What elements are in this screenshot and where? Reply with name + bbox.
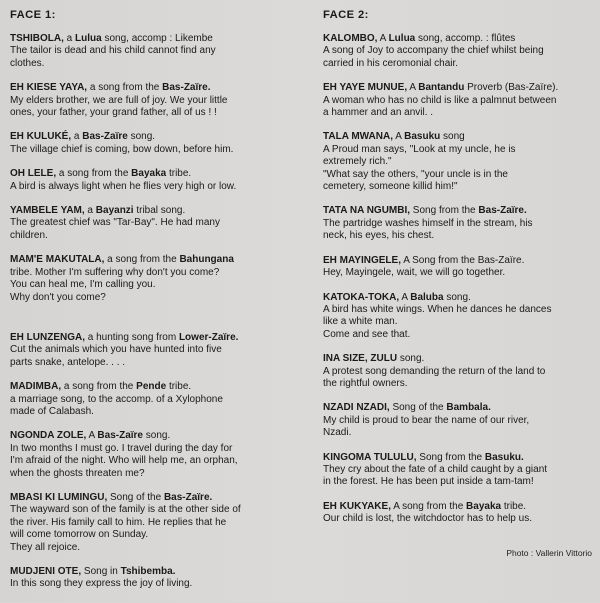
description-line: The greatest chief was "Tar-Bay". He had many bbox=[10, 217, 220, 229]
track-tribe: Bayaka bbox=[466, 500, 502, 512]
track-title: MBASI KI LUMINGU, bbox=[10, 491, 108, 503]
track-title: EH KULUKÉ, bbox=[10, 131, 72, 143]
track-entry bbox=[10, 566, 295, 591]
track-entry bbox=[10, 492, 295, 554]
description-line: The village chief is coming, bow down, before him. bbox=[10, 143, 234, 155]
track-origin-text: a song from the bbox=[87, 82, 163, 94]
track-entry bbox=[10, 82, 295, 119]
track-tribe: Bas-Zaïre bbox=[82, 131, 128, 143]
track-entry bbox=[323, 82, 595, 119]
track-title: EH KIESE YAYA, bbox=[10, 82, 88, 94]
track-origin-suffix: song. bbox=[143, 430, 171, 442]
description-line: A bird is always light when he flies very high or low. bbox=[10, 180, 237, 192]
track-title: TALA MWANA, bbox=[323, 131, 393, 143]
description-line: Come and see that. bbox=[323, 328, 411, 340]
track-title: MUDJENI OTE, bbox=[10, 566, 82, 577]
track-heading bbox=[323, 402, 595, 414]
track-title: MAM'E MAKUTALA, bbox=[10, 254, 105, 266]
description-line: I'm afraid of the night. Who will help me, an orphan, bbox=[10, 455, 238, 467]
track-entry bbox=[10, 430, 295, 480]
track-origin-text: A bbox=[393, 131, 405, 143]
track-entry bbox=[323, 292, 595, 342]
track-description bbox=[10, 394, 295, 419]
description-line: They cry about the fate of a child caught by a giant bbox=[323, 463, 548, 475]
description-line: In this song they express the joy of living. bbox=[10, 578, 193, 590]
description-line: "What say the others, "your uncle is in the bbox=[323, 168, 508, 180]
description-line: like a white man. bbox=[323, 316, 398, 328]
track-origin-suffix: song. bbox=[443, 291, 471, 303]
track-heading bbox=[10, 82, 295, 94]
track-entry bbox=[323, 205, 595, 242]
track-entry bbox=[323, 353, 595, 390]
track-origin-text: a bbox=[71, 131, 83, 143]
track-entry bbox=[323, 255, 595, 280]
track-title: NGONDA ZOLE, bbox=[10, 430, 87, 442]
track-heading bbox=[10, 168, 295, 180]
track-origin-suffix: song bbox=[440, 131, 465, 143]
track-description bbox=[323, 218, 595, 243]
description-line: neck, his eyes, his chest. bbox=[323, 230, 435, 242]
description-line: the river. His family call to him. He replies that he bbox=[10, 516, 227, 528]
track-origin-text: a bbox=[63, 33, 76, 44]
track-heading bbox=[323, 255, 595, 267]
track-title: EH YAYE MUNUE, bbox=[323, 82, 408, 94]
track-tribe: Bas-Zaïre. bbox=[163, 491, 213, 503]
track-origin-suffix: song. bbox=[127, 131, 156, 143]
track-tribe: Baluba bbox=[410, 291, 444, 303]
track-description bbox=[10, 45, 295, 70]
track-entry bbox=[323, 33, 595, 70]
track-description bbox=[10, 217, 295, 242]
track-heading bbox=[10, 254, 295, 266]
track-title: KATOKA-TOKA, bbox=[323, 291, 400, 303]
track-origin-text: A bbox=[377, 33, 389, 44]
track-origin-text: A song from the bbox=[390, 500, 467, 512]
track-tribe: Tshibemba. bbox=[120, 566, 176, 577]
description-line: A bird has white wings. When he dances he dances bbox=[323, 303, 552, 315]
track-origin-suffix: tribal song. bbox=[133, 205, 186, 217]
face-1-title: FACE 1: bbox=[10, 9, 56, 21]
description-line: A protest song demanding the return of the land to bbox=[323, 365, 546, 377]
description-line: ones, your father, your grand father, all of us ! ! bbox=[10, 107, 217, 119]
track-origin-text: a song from the bbox=[56, 168, 132, 180]
track-tribe: Lulua bbox=[388, 33, 416, 44]
track-title: TATA NA NGUMBI, bbox=[323, 205, 411, 217]
track-description bbox=[10, 181, 295, 193]
track-entry bbox=[323, 402, 595, 439]
description-line: a hammer and an anvil. . bbox=[323, 107, 434, 119]
track-tribe: Basuku bbox=[404, 131, 441, 143]
track-title: EH KUKYAKE, bbox=[323, 500, 391, 512]
track-title: NZADI NZADI, bbox=[323, 402, 390, 414]
track-title: EH LUNZENGA, bbox=[10, 331, 85, 343]
track-entry bbox=[10, 381, 295, 418]
track-heading bbox=[323, 452, 595, 464]
track-origin-text: Song in bbox=[81, 566, 121, 577]
description-line: The partridge washes himself in the stream, his bbox=[323, 217, 533, 229]
track-heading bbox=[10, 430, 295, 442]
description-line: A woman who has no child is like a palmnut between bbox=[323, 94, 557, 106]
description-line: A song of Joy to accompany the chief whilst being bbox=[323, 45, 544, 57]
track-heading bbox=[10, 332, 295, 344]
description-line: cemetery, someone killid him!" bbox=[323, 181, 458, 193]
track-origin-text: a song from the bbox=[61, 381, 137, 393]
track-tribe: Bambala. bbox=[446, 402, 491, 414]
track-tribe: Lower-Zaïre. bbox=[178, 331, 239, 343]
photo-credit: Photo : Vallerin Vittorio bbox=[506, 548, 592, 558]
track-heading bbox=[10, 205, 295, 217]
description-line: In two months I must go. I travel during the day for bbox=[10, 442, 233, 454]
track-description bbox=[323, 366, 595, 391]
track-heading bbox=[323, 131, 595, 143]
track-entry bbox=[10, 33, 295, 70]
track-title: OH LELE, bbox=[10, 168, 57, 180]
track-origin-suffix: song, accomp. : flûtes bbox=[415, 33, 516, 44]
track-entry bbox=[323, 501, 595, 526]
description-line: Our child is lost, the witchdoctor has to help us. bbox=[323, 513, 532, 525]
track-entry bbox=[10, 205, 295, 242]
track-tribe: Bas-Zaïre. bbox=[478, 205, 527, 217]
face-1-track-list bbox=[10, 33, 295, 591]
description-line: A Proud man says, "Look at my uncle, he is bbox=[323, 143, 516, 155]
track-origin-text: A bbox=[86, 430, 98, 442]
description-line: carried in his ceromonial chair. bbox=[323, 57, 459, 69]
track-origin-suffix: tribe. bbox=[166, 168, 192, 180]
description-line: Why don't you come? bbox=[10, 291, 106, 303]
track-origin-suffix: tribe. bbox=[166, 381, 192, 393]
description-line: Hey, Mayingele, wait, we will go together. bbox=[323, 267, 506, 279]
track-description bbox=[10, 344, 295, 369]
track-origin-text: song. bbox=[397, 353, 425, 365]
track-origin-text: A bbox=[399, 291, 411, 303]
track-heading bbox=[323, 292, 595, 304]
track-origin-suffix: tribe. bbox=[501, 500, 527, 512]
description-line: when the ghosts threaten me? bbox=[10, 467, 145, 479]
track-tribe: Bas-Zaïre. bbox=[162, 82, 211, 94]
track-description bbox=[10, 95, 295, 120]
track-entry bbox=[10, 254, 295, 304]
track-heading bbox=[323, 353, 595, 365]
track-tribe: Bahungana bbox=[179, 254, 234, 266]
track-origin-text: A bbox=[407, 82, 419, 94]
description-line: will come tomorrow on Sunday. bbox=[10, 529, 149, 541]
track-entry bbox=[10, 168, 295, 193]
track-origin-text: Song of the bbox=[389, 402, 447, 414]
track-origin-text: Song from the bbox=[410, 205, 479, 217]
track-description bbox=[323, 267, 595, 279]
track-description bbox=[323, 464, 595, 489]
face-1-column bbox=[10, 9, 295, 603]
track-description bbox=[323, 415, 595, 440]
track-tribe: Bas-Zaïre bbox=[97, 430, 143, 442]
track-entry bbox=[10, 131, 295, 156]
track-origin-text: Song of the bbox=[107, 491, 164, 503]
track-description bbox=[323, 144, 595, 194]
track-origin-text: a bbox=[84, 205, 96, 217]
track-origin-text: a hunting song from bbox=[85, 331, 179, 343]
description-line: My elders brother, we are full of joy. We your little bbox=[10, 94, 228, 106]
track-tribe: Bayaka bbox=[131, 168, 167, 180]
face-2-track-list bbox=[323, 33, 595, 526]
track-description bbox=[10, 504, 295, 554]
track-origin-text: A Song from the Bas-Zaïre. bbox=[400, 254, 525, 266]
track-description bbox=[323, 45, 595, 70]
description-line: children. bbox=[10, 229, 48, 241]
track-heading bbox=[323, 82, 595, 94]
description-line: They all rejoice. bbox=[10, 541, 81, 553]
track-description bbox=[10, 267, 295, 304]
track-origin-suffix: song, accomp : Likembe bbox=[101, 33, 213, 44]
track-title: EH MAYINGELE, bbox=[323, 254, 401, 266]
description-line: The tailor is dead and his child cannot find any bbox=[10, 45, 216, 57]
track-description bbox=[10, 443, 295, 480]
track-entry bbox=[323, 452, 595, 489]
track-title: KALOMBO, bbox=[323, 33, 378, 44]
track-title: YAMBELE YAM, bbox=[10, 205, 85, 217]
track-tribe: Pende bbox=[136, 381, 167, 393]
track-origin-text: a song from the bbox=[104, 254, 180, 266]
track-heading bbox=[323, 33, 595, 45]
track-heading bbox=[10, 566, 295, 578]
track-heading bbox=[10, 381, 295, 393]
description-line: parts snake, antelope. . . . bbox=[10, 356, 126, 368]
description-line: tribe. Mother I'm suffering why don't you come? bbox=[10, 266, 220, 278]
track-title: KINGOMA TULULU, bbox=[323, 451, 417, 463]
track-tribe: Bayanzi bbox=[95, 205, 134, 217]
track-origin-suffix: Proverb (Bas-Zaïre). bbox=[464, 82, 559, 94]
track-title: MADIMBA, bbox=[10, 381, 62, 393]
track-heading bbox=[323, 205, 595, 217]
description-line: The wayward son of the family is at the other side of bbox=[10, 504, 241, 516]
track-description bbox=[323, 513, 595, 525]
description-line: in the forest. He has been put inside a tam-tam! bbox=[323, 476, 534, 488]
track-tribe: Bantandu bbox=[418, 82, 465, 94]
track-tribe: Basuku. bbox=[484, 451, 524, 463]
description-line: Nzadi. bbox=[323, 427, 352, 439]
description-line: a marriage song, to the accomp. of a Xylophone bbox=[10, 393, 223, 405]
track-tribe: Lulua bbox=[75, 33, 102, 44]
track-description bbox=[10, 144, 295, 156]
description-line: My child is proud to bear the name of our river, bbox=[323, 414, 530, 426]
track-heading bbox=[10, 33, 295, 45]
track-title: INA SIZE, ZULU bbox=[323, 353, 398, 365]
description-line: made of Calabash. bbox=[10, 405, 94, 417]
track-heading bbox=[323, 501, 595, 513]
track-entry bbox=[10, 332, 295, 369]
description-line: extremely rich." bbox=[323, 156, 392, 168]
track-title: TSHIBOLA, bbox=[10, 33, 64, 44]
track-heading bbox=[10, 131, 295, 143]
face-2-column bbox=[323, 9, 595, 538]
track-description bbox=[323, 95, 595, 120]
track-description bbox=[323, 304, 595, 341]
track-description bbox=[10, 578, 295, 590]
track-origin-text: Song from the bbox=[416, 451, 485, 463]
description-line: the rightful owners. bbox=[323, 377, 408, 389]
track-heading bbox=[10, 492, 295, 504]
description-line: Cut the animals which you have hunted into five bbox=[10, 344, 222, 356]
track-entry bbox=[323, 131, 595, 193]
description-line: You can heal me, I'm calling you. bbox=[10, 279, 156, 291]
description-line: clothes. bbox=[10, 57, 45, 69]
face-2-title: FACE 2: bbox=[323, 9, 369, 21]
